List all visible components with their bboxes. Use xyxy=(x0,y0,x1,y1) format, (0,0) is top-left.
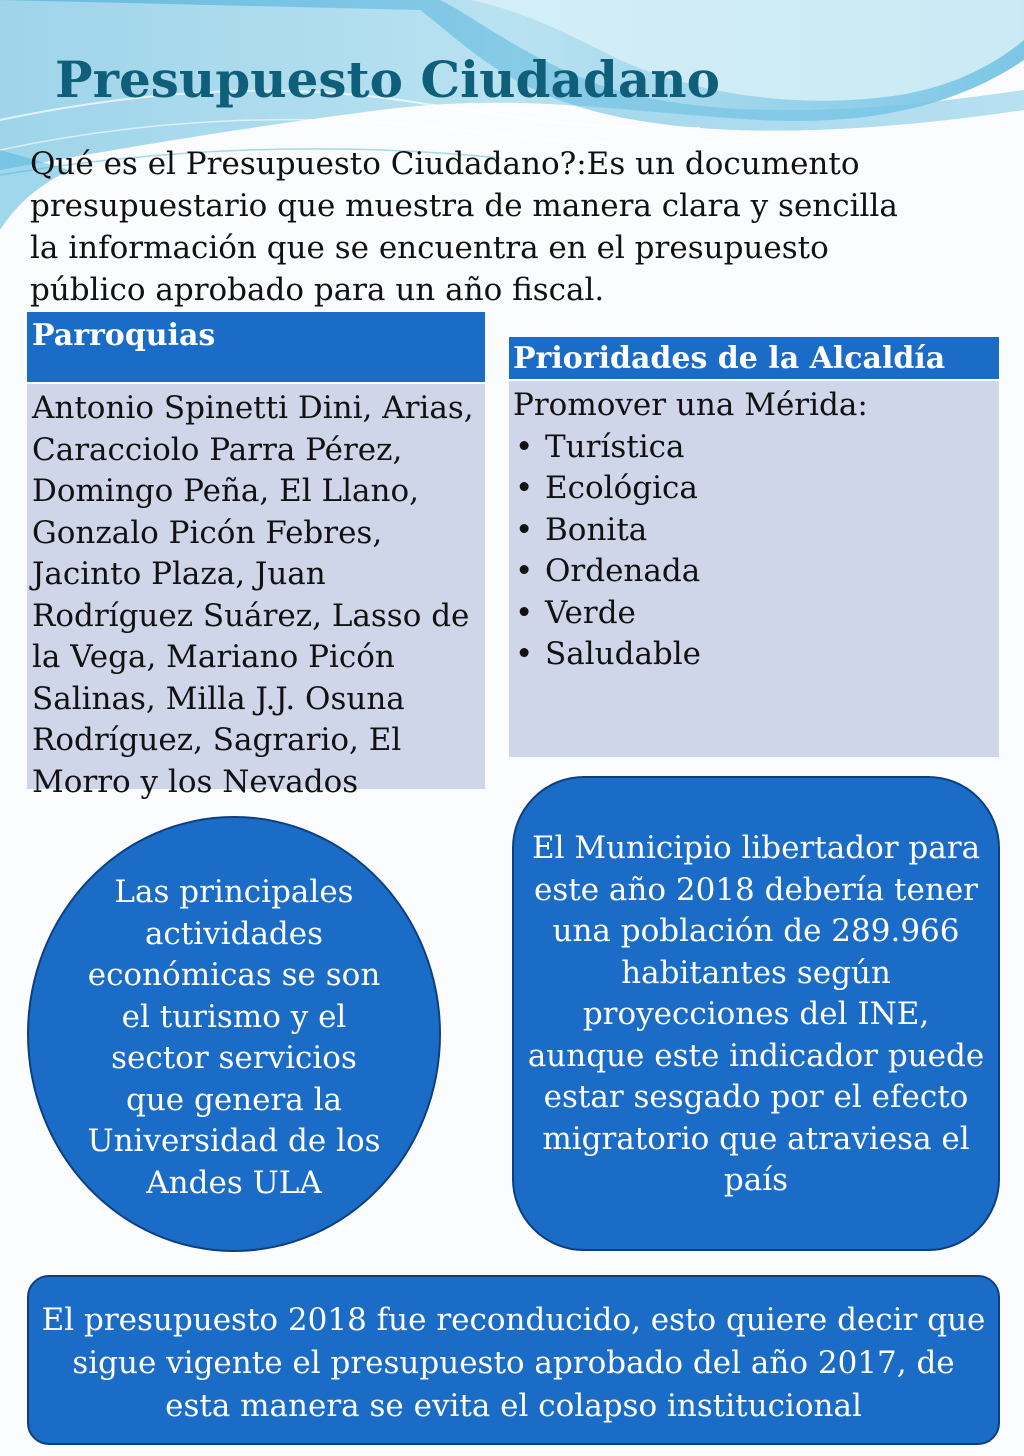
list-item: • Bonita xyxy=(513,510,995,552)
parroquias-table xyxy=(27,312,485,800)
population-box xyxy=(512,776,1000,1251)
bullet-icon: • xyxy=(515,511,534,548)
economic-activities-circle xyxy=(27,816,441,1252)
parroquias-list: Antonio Spinetti Dini, Arias, Caracciolo Parra Pérez, Domingo Peña, El Llano, Gonzalo Picón Febres, Jacinto Plaza, Juan Rodríguez Suárez, Lasso de la Vega, Mariano Picón Salinas, Milla J.J. Osuna Rodríguez, Sagrario, El Morro y los Nevados xyxy=(27,384,485,789)
intro-paragraph: Qué es el Presupuesto Ciudadano?:Es un documento presupuestario que muestra de manera clara y sencilla la información que se encuentra en el presupuesto público aprobado para un año fiscal. xyxy=(30,146,898,308)
bullet-icon: • xyxy=(515,553,534,589)
list-item: • Ordenada xyxy=(513,551,995,593)
prioridades-list xyxy=(513,427,995,676)
prioridades-body xyxy=(509,381,999,757)
list-item: • Saludable xyxy=(513,634,995,676)
list-item: • Verde xyxy=(513,593,995,635)
economic-activities-text: Las principales actividades económicas se son el turismo y el sector servicios que genera la Universidad de los Andes ULA xyxy=(87,874,381,1201)
population-text: El Municipio libertador para este año 2018 debería tener una población de 289.966 habitantes según proyecciones del INE, aunque este indicador puede estar sesgado por el efecto migratorio que atraviesa el país xyxy=(527,830,985,1198)
budget-note-text: El presupuesto 2018 fue reconducido, esto quiere decir que sigue vigente el presupuesto aprobado del año 2017, de esta manera se evita el colapso institucional xyxy=(41,1302,986,1424)
parroquias-header: Parroquias xyxy=(27,312,485,384)
bullet-icon: • xyxy=(515,594,534,631)
bullet-icon: • xyxy=(515,636,534,672)
prioridades-table xyxy=(509,337,999,757)
bullet-icon: • xyxy=(515,470,534,506)
budget-note-box xyxy=(27,1275,1000,1445)
list-item: • Ecológica xyxy=(513,468,995,510)
page-title: Presupuesto Ciudadano xyxy=(55,50,720,109)
list-item: • Turística xyxy=(513,427,995,469)
bullet-icon: • xyxy=(515,428,534,465)
prioridades-header: Prioridades de la Alcaldía xyxy=(509,337,999,381)
prioridades-intro: Promover una Mérida: xyxy=(513,387,868,423)
